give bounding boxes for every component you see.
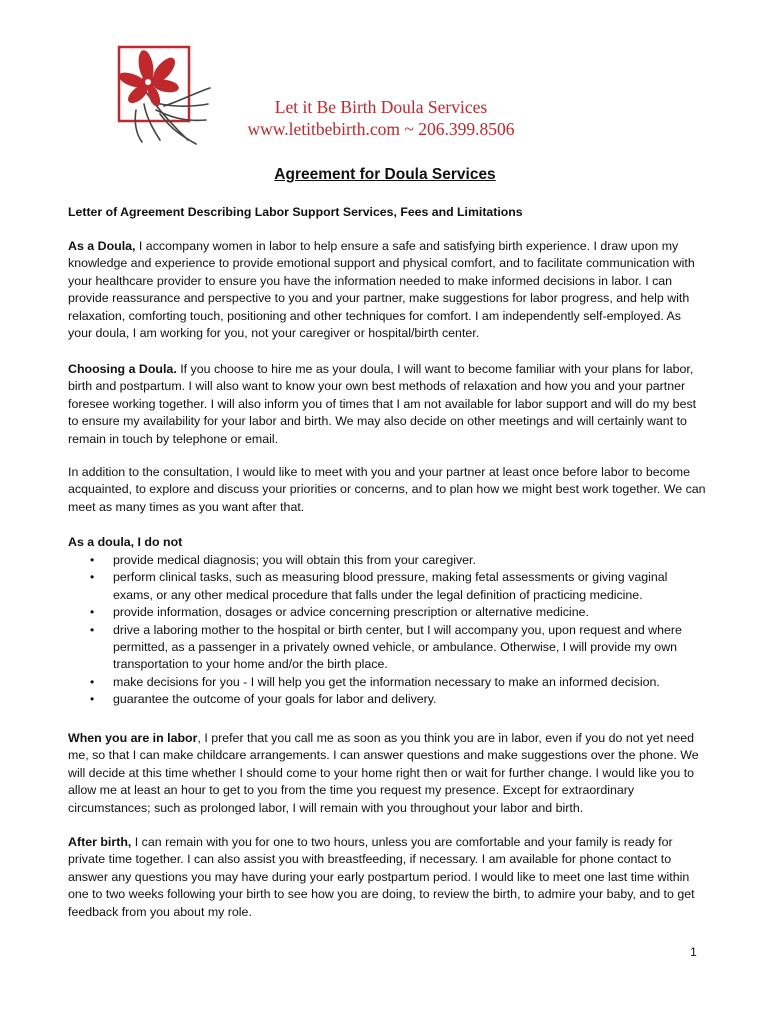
company-header (226, 96, 536, 140)
do-not-heading: As a doula, I do not (68, 535, 183, 549)
company-name: Let it Be Birth Doula Services (274, 97, 488, 117)
paragraph-lead: As a Doula, (68, 239, 136, 253)
do-not-list (68, 552, 708, 709)
paragraph-consultation: In addition to the consultation, I would like to meet with you and your partner at least once before labor to become acquainted, to explore and discuss your priorities or concerns, and to plan how we might best work together. We can meet as many times as you want after that. (68, 465, 706, 514)
company-contact[interactable]: www.letitbebirth.com ~ 206.399.8506 (247, 119, 515, 139)
bullet-marker: • (90, 570, 95, 585)
list-item-text: provide medical diagnosis; you will obtain this from your caregiver. (113, 553, 476, 567)
list-item (68, 622, 708, 674)
list-item (68, 674, 708, 691)
paragraph-lead: Choosing a Doula. (68, 362, 177, 376)
list-item (68, 691, 708, 708)
list-item-text: make decisions for you - I will help you get the information necessary to make an informed decision. (113, 674, 660, 689)
paragraph-lead: After birth, (68, 835, 132, 849)
list-item-text: perform clinical tasks, such as measuring blood pressure, making fetal assessments or giving vaginal exams, or any other medical procedure that falls under the legal definition of practicing medicine. (113, 570, 668, 602)
bullet-marker: • (90, 622, 95, 637)
list-item-text: drive a laboring mother to the hospital or birth center, but I will accompany you, upon request and where permitted, as a passenger in a privately owned vehicle, or ambulance. Otherwise, I will provide my own transportation to your home and/or the birth place. (113, 622, 682, 672)
bullet-marker: • (90, 674, 95, 689)
bullet-marker: • (90, 605, 95, 620)
paragraph-choosing-a-doula (68, 361, 708, 448)
paragraph-when-in-labor (68, 730, 708, 817)
paragraph-as-a-doula (68, 238, 708, 342)
paragraph-after-birth (68, 834, 708, 921)
paragraph-lead: When you are in labor (68, 731, 198, 745)
list-item (68, 569, 708, 604)
list-item (68, 604, 708, 621)
list-item-text: guarantee the outcome of your goals for labor and delivery. (113, 692, 437, 707)
bullet-marker: • (90, 553, 95, 567)
paragraph-text: I can remain with you for one to two hours, unless you are comfortable and your family is ready for private time together. I can also assist you with breastfeeding, if necessary. I am available for phone contact to answer any questions you may have during your early postpartum period. I would like to meet one last time within one to two weeks following your birth to see how you are doing, to review the birth, to admire your baby, and to get feedback from you about my role. (68, 835, 695, 919)
flower-logo-icon (116, 44, 214, 146)
paragraph-text: I accompany women in labor to help ensure a safe and satisfying birth experience. I draw upon my knowledge and experience to provide emotional support and physical comfort, and to facilitate communication with your healthcare provider to ensure you have the information needed to make informed decisions in labor. I can provide reassurance and perspective to you and your partner, make suggestions for labor progress, and help with relaxation, comforting touch, positioning and other techniques for comfort. I am independently self-employed. As your doula, I am working for you, not your caregiver or hospital/birth center. (68, 239, 695, 341)
document-title: Agreement for Doula Services (274, 166, 496, 183)
list-item-text: provide information, dosages or advice concerning prescription or alternative medicine. (113, 605, 589, 620)
document-subtitle: Letter of Agreement Describing Labor Support Services, Fees and Limitations (68, 205, 523, 219)
list-item (68, 552, 708, 569)
page-number: 1 (690, 945, 697, 959)
flower-logo-graphic (116, 44, 214, 146)
paragraph-text: , I prefer that you call me as soon as you think you are in labor, even if you do not yet need me, so that I can make childcare arrangements. I can answer questions and make suggestions over the phone. We will decide at this time whether I should come to your home right then or wait for further change. I would like you to allow me at least an hour to get to you from the time you request my presence. Except for extraordinary circumstances; such as prolonged labor, I will remain with you throughout your labor and birth. (68, 731, 699, 815)
bullet-marker: • (90, 692, 95, 707)
paragraph-text: If you choose to hire me as your doula, I will want to become familiar with your plans for labor, birth and postpartum. I will also want to know your own best methods of relaxation and how you and your partner foresee working together. I will also inform you of times that I am not available for labor support and will do my best to ensure my availability for your labor and birth. We may also decide on other meetings and will certainly want to remain in touch by telephone or email. (68, 362, 697, 446)
